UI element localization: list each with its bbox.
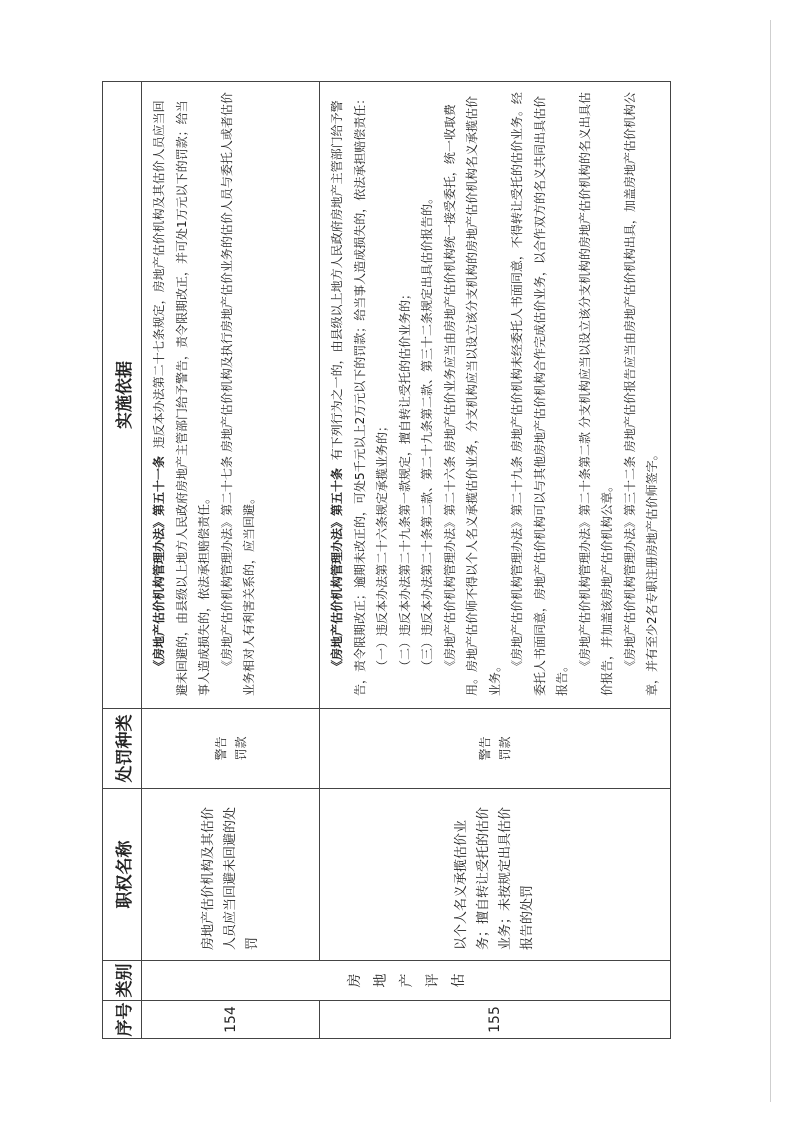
category-char: 估 <box>450 973 467 988</box>
category-cell <box>142 961 671 1001</box>
basis-paragraph: 《房地产估价机构管理办法》第二十九条 房地产估价机构未经委托人书面同意，不得转让受托的估价业务。经委托人书面同意，房地产估价机构可以与其他房地产估价机构合作完成估价业务，以合作双方的名义共同出具估价报告。 <box>510 92 569 696</box>
penalty-type: 罚款 <box>497 736 512 761</box>
basis-paragraph <box>148 90 216 696</box>
table-row <box>142 82 320 1039</box>
basis-paragraph: 《房地产估价机构管理办法》第二十七条 房地产估价机构及执行房地产估价业务的估价人员与委托人或者估价业务相对人有利害关系的，应当回避。 <box>219 92 256 696</box>
basis-law-title: 《房地产估价机构管理办法》第五十条 <box>330 467 344 672</box>
penalty-type: 罚款 <box>233 736 248 761</box>
basis-paragraph: （一）违反本办法第二十六条规定承揽业务的； <box>375 419 389 672</box>
category-char: 房 <box>346 973 363 988</box>
row-basis <box>142 82 320 709</box>
header-basis: 实施依据 <box>103 82 142 709</box>
header-power-name: 职权名称 <box>103 789 142 961</box>
row-basis <box>320 82 671 709</box>
penalty-table <box>102 81 671 1039</box>
basis-paragraph: 《房地产估价机构管理办法》第三十二条 房地产估价报告应当由房地产估价机构出具，加盖房地产估价机构公章，并有至少2名专职注册房地产估价师签字。 <box>622 92 659 696</box>
category-char: 地 <box>372 973 389 988</box>
basis-text: 违反本办法第二十七条规定，房地产估价机构及其估价人员应当回避未回避的，由县级以上地方人民政府房地产主管部门给予警告，责令限期改正，并可处1万元以下的罚款；给当事人造成损失的，依法承担赔偿责任。 <box>152 100 211 696</box>
header-penalty-type: 处罚种类 <box>103 709 142 789</box>
row-penalty-types <box>320 709 671 789</box>
category-char: 产 <box>398 973 415 988</box>
row-power-name: 以个人名义承揽估价业务；擅自转让受托的估价业务；未按规定出具估价报告的处罚 <box>320 789 671 961</box>
header-seq: 序号 <box>103 1001 142 1039</box>
category-char: 评 <box>424 973 441 988</box>
row-seq: 155 <box>320 1001 671 1039</box>
table-row <box>320 82 671 1039</box>
header-category: 类别 <box>103 961 142 1001</box>
penalty-type: 警告 <box>477 736 492 761</box>
basis-paragraph <box>326 90 371 696</box>
basis-paragraph: 《房地产估价机构管理办法》第二十条第二款 分支机构应当以设立该分支机构的房地产估价机构的名义出具估价报告，并加盖该房地产估价机构公章。 <box>577 92 614 696</box>
row-penalty-types <box>142 709 320 789</box>
row-seq: 154 <box>142 1001 320 1039</box>
basis-paragraph: 《房地产估价机构管理办法》第二十六条 房地产估价业务应当由房地产估价机构统一接受委托，统一收取费用。房地产估价师不得以个人名义承揽估价业务，分支机构应当以设立该分支机构的房地产估价机构名义承揽估价业务。 <box>442 95 502 696</box>
penalty-type: 警告 <box>213 736 228 761</box>
basis-law-title: 《房地产估价机构管理办法》第五十一条 <box>152 455 166 672</box>
row-power-name: 房地产估价机构及其估价人员应当回避未回避的处罚 <box>142 789 320 961</box>
table-header-row <box>103 82 142 1039</box>
basis-paragraph: （三）违反本办法第二十条第二款、第二十九条第二款、第三十二条规定出具估价报告的。 <box>420 191 434 672</box>
basis-paragraph: （二）违反本办法第二十九条第一款规定，擅自转让受托的估价业务的； <box>397 287 412 672</box>
basis-text: 有下列行为之一的，由县级以上地方人民政府房地产主管部门给予警告，责令限期改正；逾期未改正的，可处5千元以上2万元以下的罚款；给当事人造成损失的，依法承担赔偿责任： <box>330 92 367 696</box>
